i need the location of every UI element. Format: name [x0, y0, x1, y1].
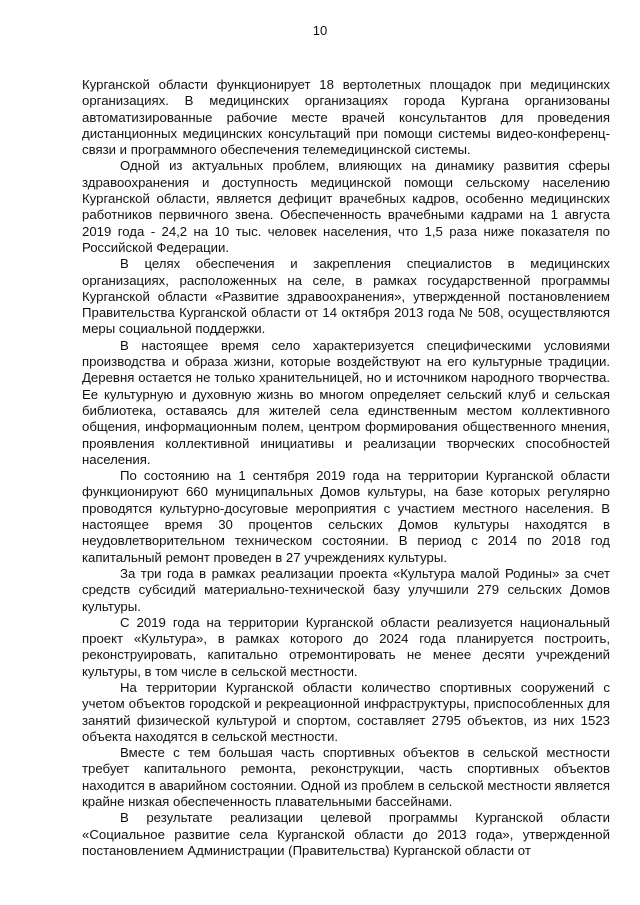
paragraph: Вместе с тем большая часть спортивных объектов в сельской местности требует капитального ремонта, реконструкции, часть спортивных объектов находится в аварийном состоянии. Одной из проблем в сельской местности является крайне низкая обеспеченность плавательными бассейнами. — [82, 745, 610, 810]
paragraph: В настоящее время село характеризуется специфическими условиями производства и образа жизни, которые воздействуют на его культурные традиции. Деревня остается не только хранительницей, но и источником народного творчества. Ее культурную и духовную жизнь во многом определяет сельский клуб и сельская библиотека, оставаясь для жителей села единственным местом коллективного общения, информационным полем, центром формирования общественного мнения, проявления коллективной инициативы и реализации творческих способностей населения. — [82, 337, 610, 467]
paragraph: В целях обеспечения и закрепления специалистов в медицинских организациях, расположенных на селе, в рамках государственной программы Курганской области «Развитие здравоохранения», утвержденной постановлением Правительства Курганской области от 14 октября 2013 года № 508, осуществляются меры социальной поддержки. — [82, 256, 610, 337]
paragraph: В результате реализации целевой программы Курганской области «Социальное развитие села Курганской области до 2013 года», утвержденной постановлением Администрации (Правительства) Курганской области от — [82, 810, 610, 858]
paragraph-continued: Курганской области функционирует 18 вертолетных площадок при медицинских организациях. В медицинских организациях города Кургана организованы автоматизированные рабочие месте врачей консультантов для проведения дистанционных медицинских консультаций при помощи системы видео-конференц-связи и программного обеспечения телемедицинской системы. — [82, 77, 610, 158]
paragraph: С 2019 года на территории Курганской области реализуется национальный проект «Культура», в рамках которого до 2024 года планируется построить, реконструировать, капитально отремонтировать не менее десяти учреждений культуры, в том числе в сельской местности. — [82, 614, 610, 679]
paragraph: Одной из актуальных проблем, влияющих на динамику развития сферы здравоохранения и доступность медицинской помощи сельскому населению Курганской области, является дефицит врачебных кадров, особенно медицинских работников первичного звена. Обеспеченность врачебными кадрами на 1 августа 2019 года - 24,2 на 10 тыс. человек населения, что 1,5 раза ниже показателя по Российской Федерации. — [82, 158, 610, 255]
paragraph: По состоянию на 1 сентября 2019 года на территории Курганской области функционируют 660 муниципальных Домов культуры, на базе которых регулярно проводятся культурно-досуговые мероприятия с участием местного населения. В настоящее время 30 процентов сельских Домов культуры находятся в неудовлетворительном техническом состоянии. В период с 2014 по 2018 год капитальный ремонт проведен в 27 учреждениях культуры. — [82, 468, 610, 565]
page-number: 10 — [312, 23, 328, 38]
document-body — [82, 77, 610, 859]
paragraph: На территории Курганской области количество спортивных сооружений с учетом объектов городской и рекреационной инфраструктуры, приспособленных для занятий физической культурой и спортом, составляет 2795 объектов, из них 1523 объекта находятся в сельской местности. — [82, 679, 610, 744]
paragraph: За три года в рамках реализации проекта «Культура малой Родины» за счет средств субсидий материально-технической базу улучшили 279 сельских Домов культуры. — [82, 565, 610, 614]
